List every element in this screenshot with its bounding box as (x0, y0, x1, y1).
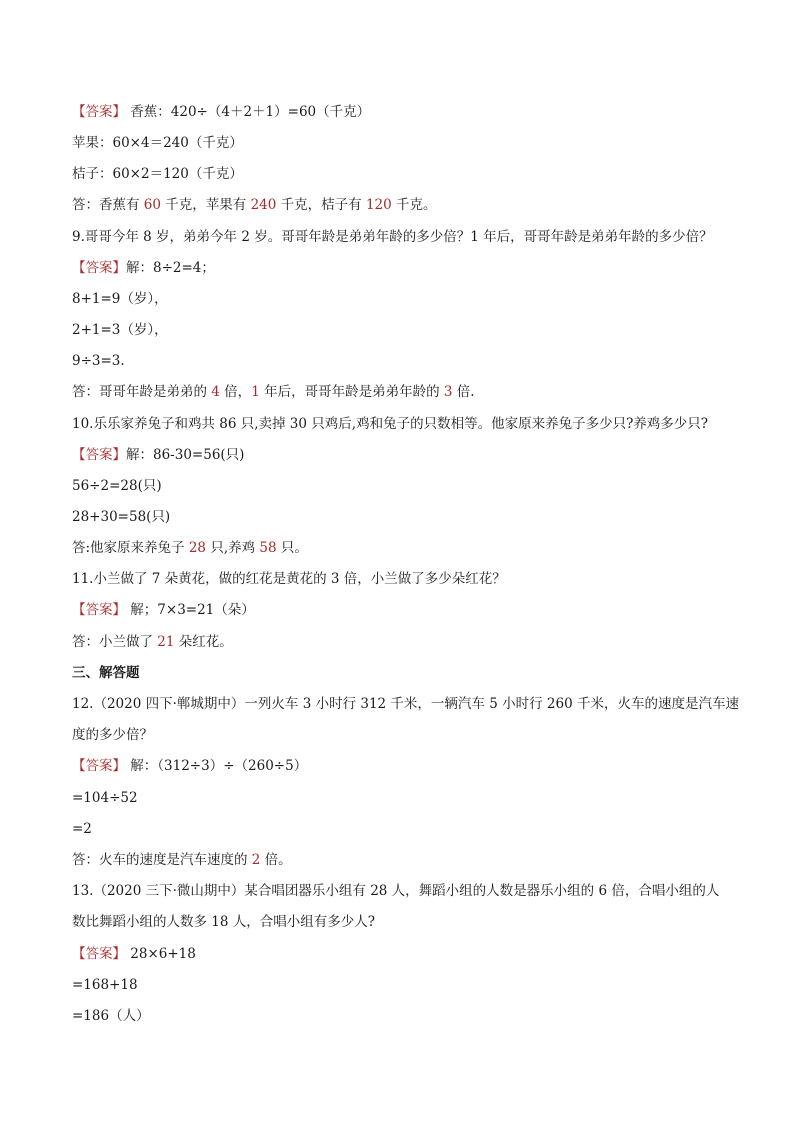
text: 答：香蕉有 (72, 197, 144, 213)
answer-12-line-2: =104÷52 (72, 790, 138, 806)
answer-text: 解：86-30=56(只) (126, 447, 245, 463)
answer-text: 解：（312÷3）÷（260÷5） (126, 758, 308, 774)
answer-9-conclusion (72, 382, 734, 402)
answer-10-line-3: 28+30=58(只) (72, 509, 171, 525)
answer-13-line-1 (72, 944, 734, 964)
answer-tag: 【答案】 (72, 104, 126, 120)
text: 千克。 (391, 197, 437, 213)
value: 240 (250, 197, 277, 213)
value: 58 (259, 540, 277, 556)
answer-line-bananas (72, 102, 734, 122)
question-11: 11.小兰做了 7 朵黄花，做的红花是黄花的 3 倍，小兰做了多少朵红花？ (72, 571, 506, 587)
value: 28 (188, 540, 207, 556)
text: 答：哥哥年龄是弟弟的 (72, 384, 212, 400)
answer-9-line-1 (72, 258, 734, 278)
text: 倍， (219, 384, 252, 400)
answer-tag: 【答案】 (72, 946, 126, 962)
answer-11-line-1 (72, 600, 734, 620)
value: 60 (143, 197, 161, 213)
answer-tag: 【答案】 (72, 758, 126, 774)
value: 3 (443, 384, 453, 400)
text: 答：火车的速度是汽车速度的 (72, 852, 252, 868)
section-heading-3: 三、解答题 (72, 665, 140, 681)
answer-line-apples: 苹果：60×4＝240（千克） (72, 135, 243, 151)
answer-9-line-4: 9÷3=3. (72, 353, 125, 369)
answer-tag: 【答案】 (72, 602, 126, 618)
text: 答:他家原来养兔子 (72, 540, 189, 556)
text: 倍. (452, 384, 475, 400)
answer-tag: 【答案】 (72, 447, 126, 463)
answer-12-line-3: =2 (72, 821, 92, 837)
question-9: 9.哥哥今年 8 岁，弟弟今年 2 岁。哥哥年龄是弟弟年龄的多少倍？1 年后，哥哥年龄是弟弟年龄的多少倍？ (72, 229, 713, 245)
answer-11-conclusion (72, 632, 734, 652)
answer-12-line-1 (72, 756, 734, 776)
answer-text: 解；7×3=21（朵） (126, 602, 255, 618)
answer-10-conclusion (72, 538, 734, 558)
question-13-line-1: 13.（2020 三下·微山期中）某合唱团器乐小组有 28 人，舞蹈小组的人数是器乐小组的 6 倍，合唱小组的人 (72, 883, 720, 899)
question-10: 10.乐乐家养兔子和鸡共 86 只,卖掉 30 只鸡后,鸡和兔子的只数相等。他家原来养兔子多少只?养鸡多少只? (72, 416, 709, 432)
value: 1 (251, 384, 260, 400)
text: 年后，哥哥年龄是弟弟年龄的 (259, 384, 444, 400)
answer-text: 香蕉：420÷（4＋2＋1）=60（千克） (126, 104, 371, 120)
question-13-line-2: 数比舞蹈小组的人数多 18 人，合唱小组有多少人? (72, 914, 375, 930)
text: 只,养鸡 (206, 540, 260, 556)
answer-line-conclusion (72, 195, 734, 215)
text: 只。 (276, 540, 308, 556)
answer-line-oranges: 桔子：60×2＝120（千克） (72, 166, 243, 182)
question-12-line-2: 度的多少倍？ (72, 727, 153, 743)
question-12-line-1: 12.（2020 四下·郸城期中）一列火车 3 小时行 312 千米，一辆汽车 5 小时行 260 千米，火车的速度是汽车速 (72, 696, 739, 712)
value: 120 (365, 197, 392, 213)
answer-9-line-3: 2+1=3（岁）， (72, 322, 168, 338)
answer-12-conclusion (72, 850, 734, 870)
answer-10-line-2: 56÷2=28(只) (72, 478, 162, 494)
text: 倍。 (260, 852, 292, 868)
answer-text: 解：8÷2=4； (126, 260, 215, 276)
answer-13-line-2: =168+18 (72, 977, 138, 993)
answer-10-line-1 (72, 445, 734, 465)
text: 千克，桔子有 (276, 197, 366, 213)
value: 2 (251, 852, 261, 868)
answer-9-line-2: 8+1=9（岁）， (72, 291, 168, 307)
answer-text: 28×6+18 (126, 946, 196, 962)
answer-13-line-3: =186（人） (72, 1008, 150, 1024)
text: 答：小兰做了 (72, 634, 158, 650)
value: 21 (157, 634, 175, 650)
answer-tag: 【答案】 (72, 260, 126, 276)
text: 朵红花。 (174, 634, 233, 650)
value: 4 (211, 384, 220, 400)
text: 千克，苹果有 (160, 197, 251, 213)
